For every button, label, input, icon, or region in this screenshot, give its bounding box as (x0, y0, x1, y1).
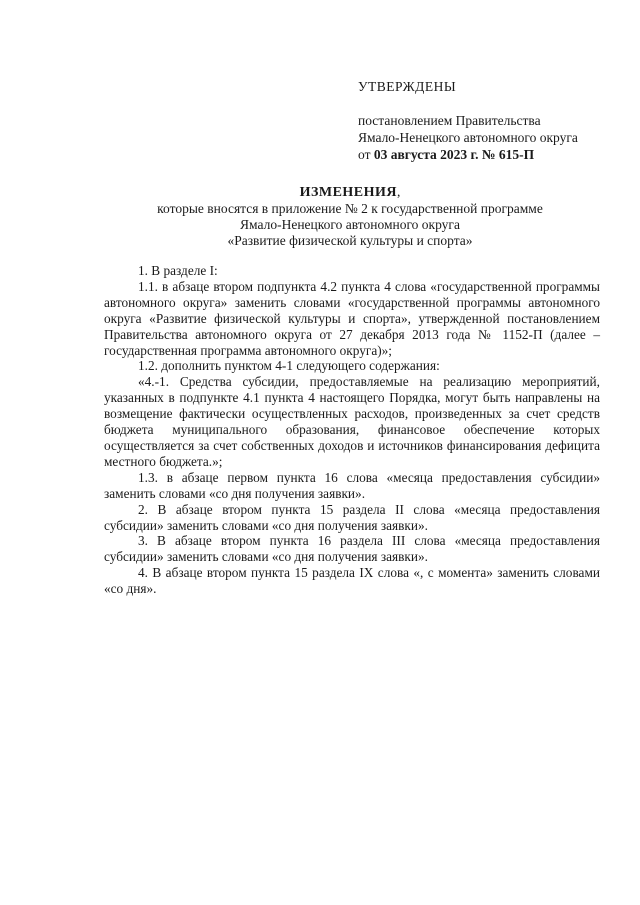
paragraph-3: 3. В абзаце втором пункта 16 раздела III слова «месяца предоставления субсидии» заменить словами «со дня получения заявки». (104, 533, 600, 565)
approval-line-2: Ямало-Ненецкого автономного округа (358, 130, 578, 145)
approval-date-prefix: от (358, 147, 371, 162)
heading-line-1: которые вносятся в приложение № 2 к государственной программе (157, 201, 543, 216)
approval-block (358, 78, 628, 163)
heading-line-3: «Развитие физической культуры и спорта» (227, 233, 473, 248)
approval-title: УТВЕРЖДЕНЫ (358, 79, 457, 94)
paragraph-1-1: 1.1. в абзаце втором подпункта 4.2 пункта 4 слова «государственной программы автономного округа» заменить словами «государственной программы автономного округа «Развитие физической культуры и спорта», утвержденной постановлением Правительства автономного округа от 27 декабря 2013 года № 1152-П (далее – государственная программа автономного округа)»; (104, 278, 600, 358)
paragraph-1: 1. В разделе I: (138, 263, 218, 278)
heading-title-line (100, 184, 600, 201)
paragraph-1-2: 1.2. дополнить пунктом 4-1 следующего содержания: (138, 358, 440, 374)
paragraph-2: 2. В абзаце втором пункта 15 раздела II слова «месяца предоставления субсидии» заменить словами «со дня получения заявки». (104, 501, 600, 533)
heading-line-2: Ямало-Ненецкого автономного округа (240, 217, 460, 232)
paragraph-1-3: 1.3. в абзаце первом пункта 16 слова «месяца предоставления субсидии» заменить словами «со дня получения заявки». (104, 469, 600, 501)
document-heading (100, 184, 600, 249)
approval-date-value: 03 августа 2023 г. № 615-П (373, 147, 535, 162)
document-body (104, 263, 600, 597)
heading-title-suffix: , (397, 184, 401, 199)
approval-line-1: постановлением Правительства (358, 113, 541, 128)
approval-date-line (358, 146, 628, 163)
heading-title: ИЗМЕНЕНИЯ (299, 185, 398, 200)
paragraph-4: 4. В абзаце втором пункта 15 раздела IX слова «, с момента» заменить словами «со дня». (104, 565, 600, 597)
paragraph-4-1-quote: «4.-1. Средства субсидии, предоставляемые на реализацию мероприятий, указанных в подпункте 4.1 пункта 4 настоящего Порядка, могут быть направлены на возмещение фактически осуществленных расходов, произведенных за счет средств бюджета муниципального образования, финансовое обеспечение которых осуществляется за счет собственных доходов и источников финансирования дефицита местного бюджета.»; (104, 374, 600, 469)
